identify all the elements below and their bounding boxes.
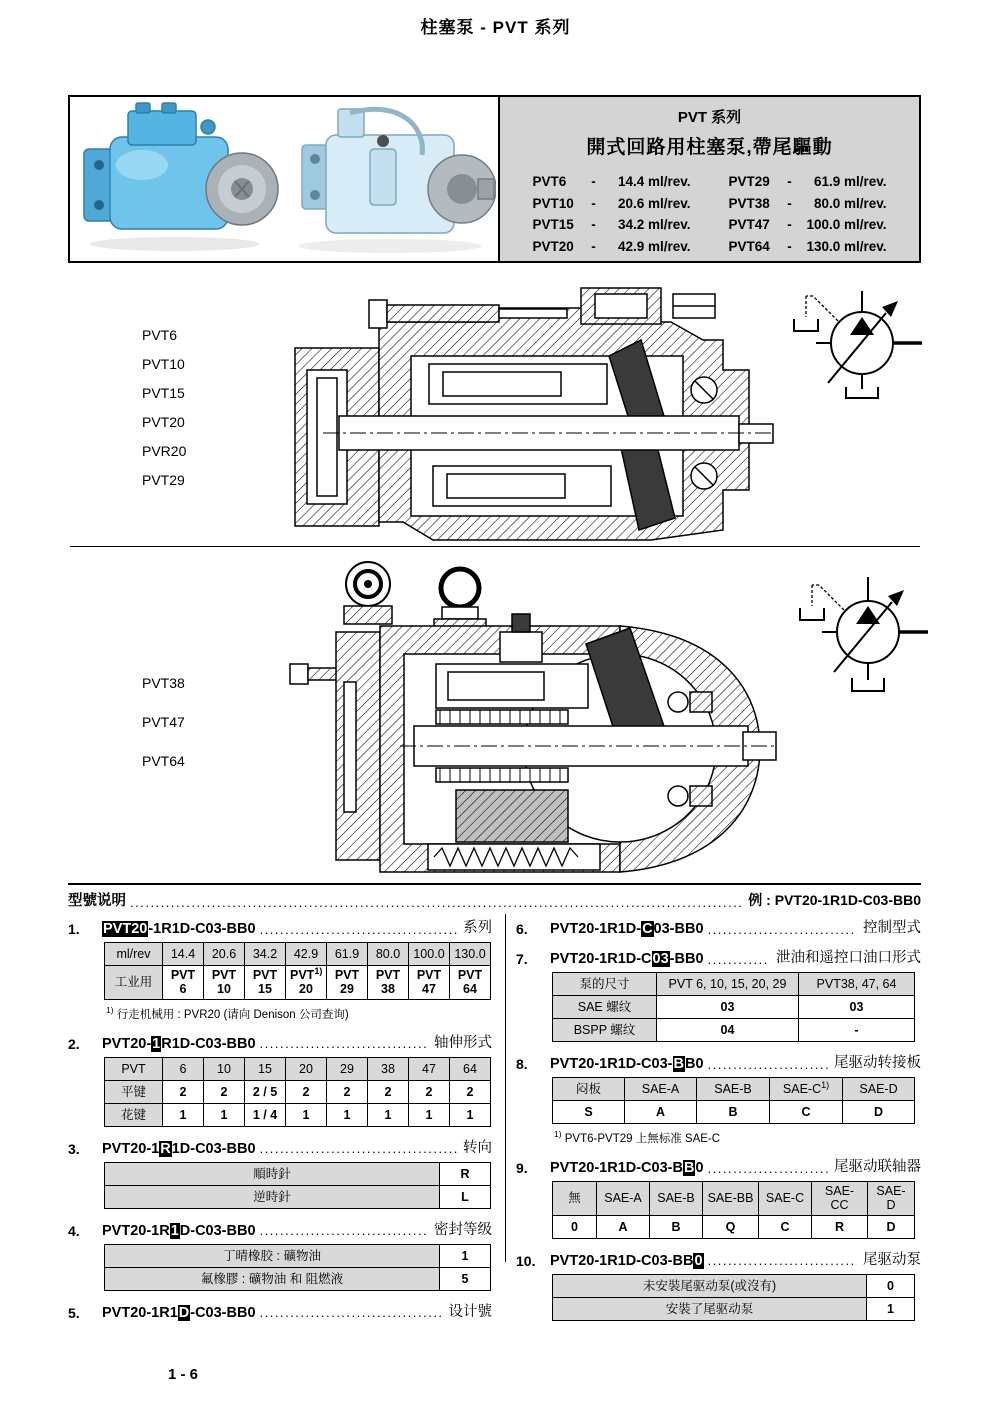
- pump-label: PVT64: [142, 753, 185, 769]
- table-cell: PVT 6: [163, 966, 204, 1000]
- models-header: [68, 888, 921, 910]
- spec-table: [104, 1057, 491, 1127]
- table-cell: SAE-$C^{1)}$: [770, 1078, 843, 1101]
- table-cell: -: [799, 1019, 915, 1042]
- table-cell: 20: [286, 1057, 327, 1080]
- table-cell: 1: [440, 1244, 491, 1267]
- table-cell: PVT: [105, 1057, 163, 1080]
- table-cell: 1: [163, 1103, 204, 1126]
- table-cell: 2: [327, 1080, 368, 1103]
- table-cell: C: [759, 1215, 812, 1238]
- drawing1-labels: [142, 321, 186, 495]
- displacement-specs: [500, 171, 919, 257]
- table-cell: 1: [450, 1103, 491, 1126]
- table-cell: L: [440, 1185, 491, 1208]
- model-code: PVT20-1R1D-C03-BB0: [550, 1252, 703, 1269]
- spec-table: [104, 1162, 491, 1209]
- dotted-leader: [708, 1162, 828, 1176]
- model-code: PVT20-1R1D-C03-BB0: [550, 1056, 704, 1072]
- item-number: 8.: [516, 1056, 528, 1072]
- table-cell: 泵的尺寸: [553, 973, 657, 996]
- item-number: 1.: [68, 921, 80, 937]
- table-footnote: $^{1)}$ PVT6-PVT29 上無标准 SAE-C: [554, 1129, 721, 1145]
- pump-cross-section-drawing-small: [283, 278, 775, 546]
- table-cell: 04: [657, 1019, 799, 1042]
- drawing2-labels: [142, 664, 185, 781]
- table-cell: 2: [450, 1080, 491, 1103]
- dotted-leader: [708, 953, 770, 967]
- table-container: [104, 1057, 492, 1127]
- table-cell: 氟橡膠 : 礦物油 和 阻燃液: [105, 1267, 440, 1290]
- item-number: 3.: [68, 1140, 80, 1157]
- model-code: PVT20-1R1D-C03-BB0: [102, 1222, 256, 1239]
- model-code: PVT20-1R1D-C03-BB0: [550, 1160, 704, 1176]
- spec-line: PVT6 - 14.4 ml/rev.: [532, 174, 691, 189]
- spec-table: [552, 972, 915, 1042]
- header-info-panel: [498, 97, 919, 261]
- table-cell: BSPP 螺纹: [553, 1019, 657, 1042]
- table-cell: 42.9: [286, 943, 327, 966]
- item-description: 控制型式: [863, 920, 921, 936]
- series-subtitle: 開式回路用柱塞泵,帶尾驅動: [586, 137, 833, 158]
- model-item-4: [68, 1219, 492, 1239]
- dotted-leader: [130, 896, 744, 910]
- table-cell: PVT 10: [204, 966, 245, 1000]
- code-highlight: 0: [694, 1252, 703, 1269]
- model-code: PVT20-1R1D-C03-BB0: [102, 1035, 256, 1052]
- spec-line: PVT29 - 61.9 ml/rev.: [728, 174, 887, 189]
- item-number: 7.: [516, 951, 528, 967]
- table-cell: PVT38, 47, 64: [799, 973, 915, 996]
- table-cell: 0: [553, 1215, 597, 1238]
- table-cell: 0: [867, 1274, 915, 1297]
- model-code: PVT20-1R1D-C03-BB0: [102, 1304, 256, 1321]
- dotted-leader: [260, 1306, 443, 1320]
- table-footnote: $^{1)}$ 行走机械用 : PVR20 (请向 Denison 公司查询): [106, 1004, 349, 1021]
- model-item-9: [516, 1156, 921, 1176]
- pump-label: PVT20: [142, 414, 185, 430]
- table-cell: 100.0: [409, 943, 450, 966]
- table-cell: 1: [286, 1103, 327, 1126]
- variable-pump-symbol-icon: [780, 283, 935, 401]
- table-cell: S: [553, 1101, 625, 1124]
- spec-line: PVT38 - 80.0 ml/rev.: [728, 195, 887, 211]
- column-divider: [505, 914, 506, 1262]
- table-cell: 6: [163, 1057, 204, 1080]
- table-cell: 34.2: [245, 943, 286, 966]
- table-cell: 安裝了尾驱动泵: [553, 1297, 867, 1320]
- code-highlight: 1: [152, 1035, 161, 1052]
- table-cell: B: [650, 1215, 703, 1238]
- table-cell: ml/rev: [105, 943, 163, 966]
- dotted-leader: [260, 1037, 428, 1051]
- header-box: [68, 95, 921, 263]
- dotted-leader: [708, 923, 857, 937]
- spec-table: [552, 1181, 915, 1239]
- table-cell: R: [440, 1162, 491, 1185]
- code-highlight: B: [673, 1056, 684, 1072]
- table-container: [552, 972, 921, 1042]
- table-cell: SAE-BB: [703, 1182, 759, 1216]
- table-cell: SAE-A: [625, 1078, 697, 1101]
- code-highlight: D: [178, 1304, 190, 1321]
- table-cell: 03: [799, 996, 915, 1019]
- table-cell: SAE-CC: [812, 1182, 868, 1216]
- model-item-10: [516, 1249, 921, 1269]
- spec-line: PVT15 - 34.2 ml/rev.: [532, 217, 691, 233]
- table-cell: SAE-A: [597, 1182, 650, 1216]
- table-cell: 2: [204, 1080, 245, 1103]
- table-container: [552, 1274, 921, 1321]
- model-code: PVT20-1R1D-C03-BB0: [102, 1140, 256, 1157]
- table-cell: A: [625, 1101, 697, 1124]
- models-column-left: [68, 917, 492, 1326]
- models-top-rule: [68, 883, 921, 885]
- table-cell: 64: [450, 1057, 491, 1080]
- table-cell: 順時針: [105, 1162, 440, 1185]
- page-title: 柱塞泵 - PVT 系列: [420, 18, 571, 37]
- dotted-leader: [708, 1058, 828, 1072]
- table-cell: 2: [368, 1080, 409, 1103]
- table-cell: 61.9: [327, 943, 368, 966]
- table-cell: PVT 29: [327, 966, 368, 1000]
- models-heading: 型號说明: [68, 893, 126, 909]
- dotted-leader: [260, 1142, 457, 1156]
- table-cell: 1 / 4: [245, 1103, 286, 1126]
- code-highlight: PVT20: [103, 921, 148, 937]
- item-description: 尾驱动联轴器: [834, 1159, 921, 1175]
- code-highlight: B: [683, 1160, 695, 1176]
- variable-pump-symbol-icon: [786, 567, 941, 695]
- table-cell: C: [770, 1101, 843, 1124]
- table-cell: PVT 6, 10, 15, 20, 29: [657, 973, 799, 996]
- model-code: PVT20-1R1D-C03-BB0: [550, 951, 704, 967]
- table-cell: PVT 64: [450, 966, 491, 1000]
- table-container: [552, 1181, 921, 1239]
- item-description: 泄油和遥控口油口形式: [776, 950, 921, 966]
- pump-label: PVT47: [142, 714, 185, 730]
- item-description: 系列: [463, 920, 492, 936]
- table-cell: 5: [440, 1267, 491, 1290]
- item-number: 4.: [68, 1222, 80, 1239]
- table-cell: 工业用: [105, 966, 163, 1000]
- models-example: 例 : PVT20-1R1D-C03-BB0: [748, 892, 921, 908]
- pump-label: PVT6: [142, 327, 178, 343]
- spec-line: PVT64 - 130.0 ml/rev.: [728, 238, 887, 254]
- pump-photos: [70, 97, 498, 261]
- pump-photo-image: [70, 97, 496, 258]
- pump-cross-section-drawing-large: [288, 552, 778, 878]
- spec-table: [552, 1077, 915, 1124]
- spec-line: PVT10 - 20.6 ml/rev.: [532, 195, 691, 211]
- table-cell: 未安裝尾驱动泵(或沒有): [553, 1274, 867, 1297]
- table-cell: A: [597, 1215, 650, 1238]
- pump-label: PVT15: [142, 385, 185, 401]
- table-cell: 2: [163, 1080, 204, 1103]
- model-item-8: [516, 1052, 921, 1072]
- table-cell: 130.0: [450, 943, 491, 966]
- table-cell: PVT$^{1)}$ 20: [286, 966, 327, 1000]
- item-description: 设计號: [448, 1303, 492, 1320]
- table-cell: 03: [657, 996, 799, 1019]
- model-item-5: [68, 1301, 492, 1321]
- item-number: 10.: [516, 1252, 536, 1269]
- table-cell: 1: [327, 1103, 368, 1126]
- table-cell: Q: [703, 1215, 759, 1238]
- item-number: 9.: [516, 1160, 528, 1176]
- table-cell: SAE-C: [759, 1182, 812, 1216]
- table-cell: D: [843, 1101, 915, 1124]
- table-cell: PVT 38: [368, 966, 409, 1000]
- table-cell: 15: [245, 1057, 286, 1080]
- model-code: PVT20-1R1D-C03-BB0: [103, 921, 256, 937]
- code-highlight: 03: [652, 951, 669, 967]
- table-cell: 闷板: [553, 1078, 625, 1101]
- table-cell: 1: [409, 1103, 450, 1126]
- spec-line: PVT47 - 100.0 ml/rev.: [728, 217, 887, 233]
- table-cell: 80.0: [368, 943, 409, 966]
- table-cell: SAE 螺纹: [553, 996, 657, 1019]
- table-cell: 無: [553, 1182, 597, 1216]
- model-item-3: [68, 1137, 492, 1157]
- pump-label: PVT10: [142, 356, 185, 372]
- model-item-6: [516, 917, 921, 937]
- code-highlight: 1: [170, 1222, 179, 1239]
- table-cell: 2 / 5: [245, 1080, 286, 1103]
- table-cell: 2: [286, 1080, 327, 1103]
- table-cell: B: [697, 1101, 770, 1124]
- item-description: 轴伸形式: [434, 1034, 492, 1051]
- table-cell: D: [868, 1215, 915, 1238]
- table-cell: 47: [409, 1057, 450, 1080]
- pump-label: PVR20: [142, 443, 187, 459]
- table-cell: 14.4: [163, 943, 204, 966]
- dotted-leader: [260, 1224, 428, 1238]
- table-cell: 1: [368, 1103, 409, 1126]
- table-container: [552, 1077, 921, 1124]
- code-highlight: C: [642, 921, 653, 937]
- model-item-1: [68, 917, 492, 937]
- page-number: 1 - 6: [168, 1366, 199, 1383]
- item-number: 5.: [68, 1304, 80, 1321]
- table-cell: SAE-B: [697, 1078, 770, 1101]
- pump-label: PVT38: [142, 675, 185, 691]
- table-container: [104, 942, 492, 1000]
- table-cell: R: [812, 1215, 868, 1238]
- spec-table: [104, 1244, 491, 1291]
- item-description: 转向: [463, 1139, 492, 1156]
- item-number: 2.: [68, 1035, 80, 1052]
- table-cell: 20.6: [204, 943, 245, 966]
- item-description: 尾驱动泵: [863, 1251, 921, 1268]
- table-cell: 10: [204, 1057, 245, 1080]
- table-cell: SAE-B: [650, 1182, 703, 1216]
- table-cell: 逆時針: [105, 1185, 440, 1208]
- models-section: [68, 912, 921, 1332]
- table-cell: 29: [327, 1057, 368, 1080]
- pump-label: PVT29: [142, 472, 185, 488]
- spec-table: [104, 942, 491, 1000]
- dotted-leader: [260, 923, 457, 937]
- models-column-right: [516, 917, 921, 1327]
- spec-table: [552, 1274, 915, 1321]
- section-divider: [70, 546, 920, 547]
- table-cell: 1: [204, 1103, 245, 1126]
- item-number: 6.: [516, 921, 528, 937]
- table-cell: 丁晴橡胶 : 礦物油: [105, 1244, 440, 1267]
- item-description: 尾驱动转接板: [834, 1055, 921, 1071]
- table-cell: PVT 47: [409, 966, 450, 1000]
- model-code: PVT20-1R1D-C03-BB0: [550, 921, 704, 937]
- spec-line: PVT20 - 42.9 ml/rev.: [532, 238, 691, 254]
- table-cell: PVT 15: [245, 966, 286, 1000]
- table-cell: 38: [368, 1057, 409, 1080]
- table-cell: 1: [867, 1297, 915, 1320]
- table-cell: 平键: [105, 1080, 163, 1103]
- table-cell: SAE-D: [868, 1182, 915, 1216]
- table-cell: 2: [409, 1080, 450, 1103]
- table-cell: SAE-D: [843, 1078, 915, 1101]
- dotted-leader: [708, 1254, 857, 1268]
- model-item-7: [516, 947, 921, 967]
- model-item-2: [68, 1032, 492, 1052]
- table-container: [104, 1162, 492, 1209]
- item-description: 密封等级: [434, 1221, 492, 1238]
- table-container: [104, 1244, 492, 1291]
- code-highlight: R: [160, 1140, 171, 1157]
- table-cell: 花键: [105, 1103, 163, 1126]
- series-title: PVT 系列: [677, 109, 742, 126]
